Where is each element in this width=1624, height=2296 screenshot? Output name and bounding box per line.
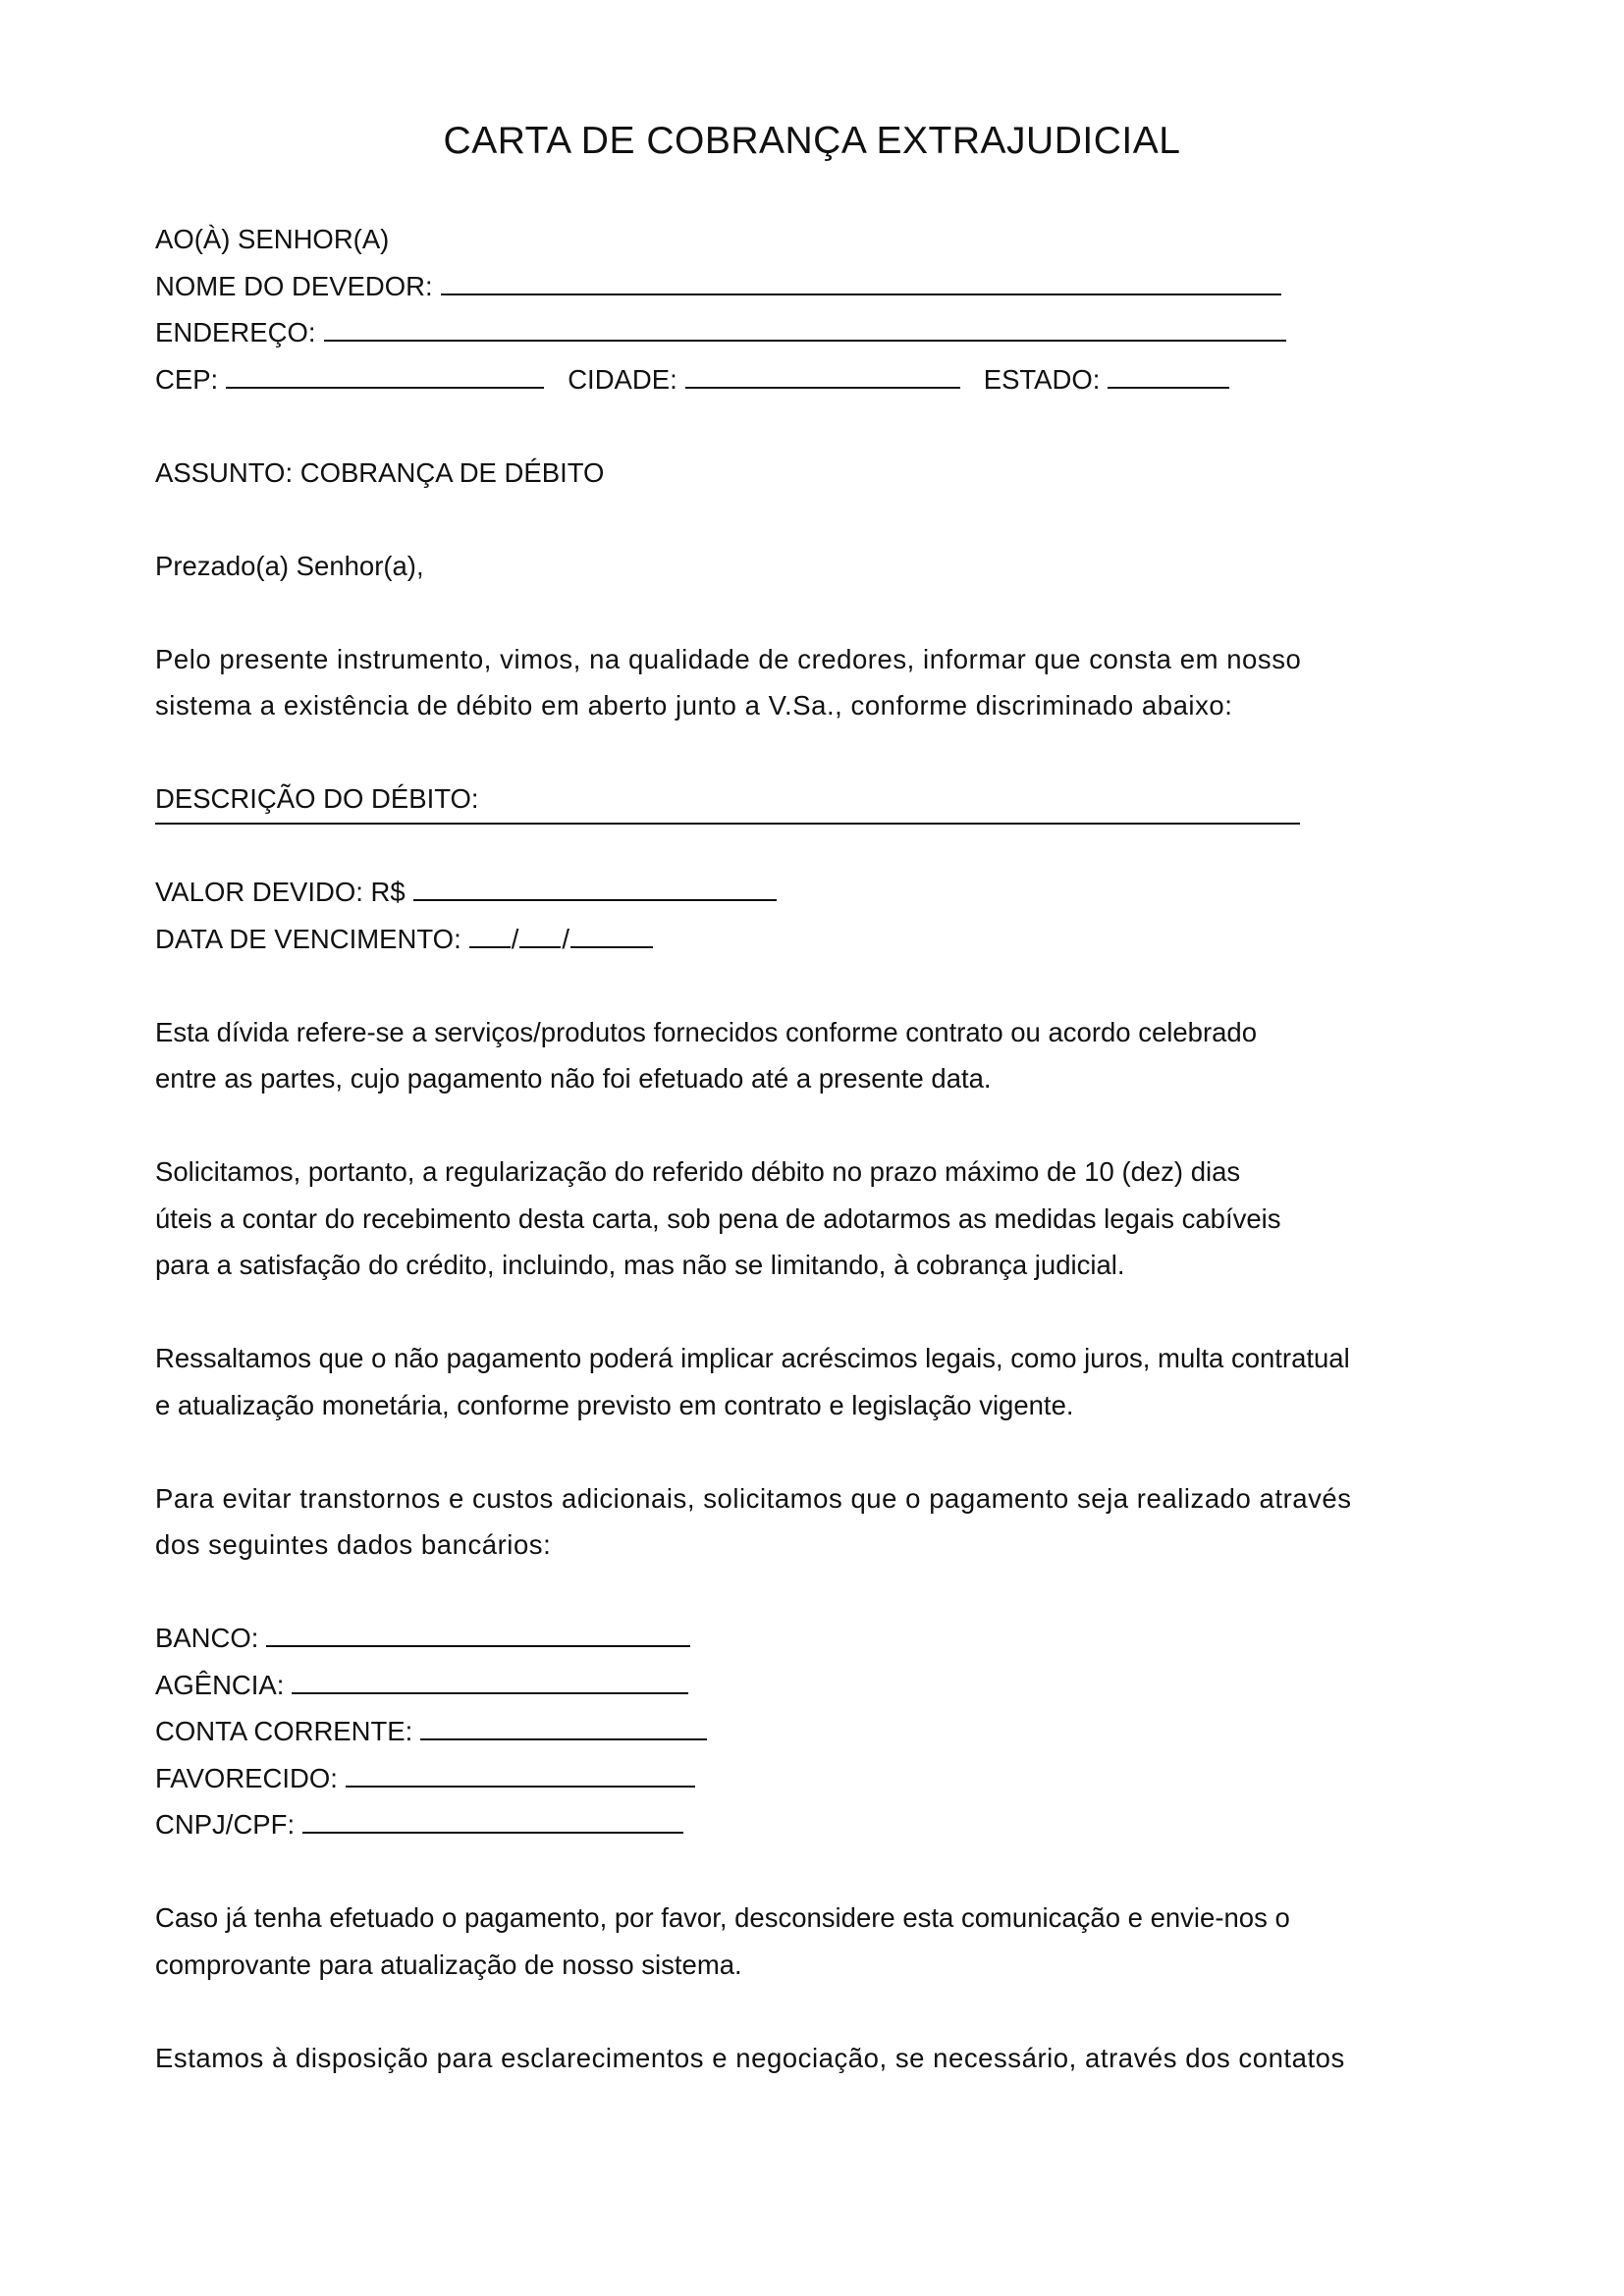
letter-body	[155, 216, 1471, 2081]
date-separator: /	[511, 923, 519, 954]
paragraph-line: Solicitamos, portanto, a regularização do referido débito no prazo máximo de 10 (dez) dias	[155, 1156, 1241, 1187]
tax-id-blank	[302, 1832, 683, 1834]
paragraph-line: Ressaltamos que o não pagamento poderá implicar acréscimos legais, como juros, multa contratual	[155, 1343, 1350, 1373]
city-blank	[685, 387, 960, 389]
tax-id-field	[155, 1801, 1471, 1848]
spacer	[155, 1848, 1471, 1896]
spacer	[155, 1988, 1471, 2035]
agency-label: AGÊNCIA:	[155, 1669, 285, 1700]
paragraph-line: comprovante para atualização de nosso sistema.	[155, 1949, 742, 1980]
amount-blank	[413, 899, 777, 901]
debt-description-blank	[155, 823, 1300, 825]
agency-field	[155, 1662, 1471, 1709]
cep-blank	[226, 387, 544, 389]
account-blank	[420, 1738, 707, 1740]
paragraph-line: dos seguintes dados bancários:	[155, 1529, 552, 1560]
debtor-name-label: NOME DO DEVEDOR:	[155, 270, 433, 301]
spacer	[155, 1289, 1471, 1336]
agency-blank	[292, 1692, 688, 1694]
greeting: Prezado(a) Senhor(a),	[155, 550, 424, 581]
beneficiary-field	[155, 1755, 1471, 1802]
spacer	[155, 962, 1471, 1009]
paragraph-line: Estamos à disposição para esclarecimentos e negociação, se necessário, através dos contatos	[155, 2042, 1345, 2073]
debt-description-label: DESCRIÇÃO DO DÉBITO:	[155, 783, 479, 814]
paragraph-line: para a satisfação do crédito, incluindo, mas não se limitando, à cobrança judicial.	[155, 1250, 1125, 1280]
spacer	[155, 1428, 1471, 1475]
account-label: CONTA CORRENTE:	[155, 1716, 413, 1746]
tax-id-label: CNPJ/CPF:	[155, 1809, 296, 1840]
paragraph-line: e atualização monetária, conforme previsto em contrato e legislação vigente.	[155, 1389, 1074, 1420]
debtor-name-field	[155, 263, 1471, 310]
cep-city-state-row	[155, 356, 1471, 403]
paragraph-line: Esta dívida refere-se a serviços/produtos fornecidos conforme contrato ou acordo celebrado	[155, 1016, 1257, 1047]
subject-line: ASSUNTO: COBRANÇA DE DÉBITO	[155, 456, 605, 488]
due-day-blank	[469, 946, 511, 948]
spacer	[155, 1102, 1471, 1149]
paragraph-line: Para evitar transtornos e custos adicionais, solicitamos que o pagamento seja realizado através	[155, 1482, 1352, 1514]
paragraph-line: Caso já tenha efetuado o pagamento, por favor, desconsidere esta comunicação e envie-nos o	[155, 1902, 1290, 1933]
intro-line: sistema a existência de débito em aberto junto a V.Sa., conforme discriminado abaixo:	[155, 690, 1233, 721]
spacer	[155, 496, 1471, 543]
address-field	[155, 309, 1471, 356]
intro-line: Pelo presente instrumento, vimos, na qualidade de credores, informar que consta em nosso	[155, 643, 1302, 674]
amount-field	[155, 869, 1471, 916]
due-date-field	[155, 916, 1471, 963]
address-label: ENDEREÇO:	[155, 317, 316, 347]
date-separator: /	[562, 923, 569, 954]
amount-label: VALOR DEVIDO: R$	[155, 877, 406, 907]
city-label: CIDADE:	[568, 363, 677, 395]
spacer	[155, 402, 1471, 450]
address-blank	[324, 340, 1286, 342]
beneficiary-blank	[346, 1786, 695, 1788]
paragraph-line: úteis a contar do recebimento desta carta, sob pena de adotarmos as medidas legais cabíveis	[155, 1202, 1281, 1234]
bank-label: BANCO:	[155, 1623, 259, 1653]
due-month-blank	[519, 946, 561, 948]
bank-blank	[266, 1645, 690, 1647]
due-date-label: DATA DE VENCIMENTO:	[155, 923, 461, 954]
debt-description-field	[155, 823, 1471, 870]
document-title: CARTA DE COBRANÇA EXTRAJUDICIAL	[443, 120, 1181, 162]
debtor-name-blank	[441, 294, 1281, 295]
account-field	[155, 1708, 1471, 1755]
addressee-salutation: AO(À) SENHOR(A)	[155, 224, 390, 254]
state-label: ESTADO:	[983, 363, 1101, 395]
cep-label: CEP:	[155, 363, 219, 395]
spacer	[155, 729, 1471, 776]
state-blank	[1108, 387, 1229, 389]
due-year-blank	[570, 946, 653, 948]
bank-field	[155, 1615, 1471, 1662]
spacer	[155, 1569, 1471, 1616]
beneficiary-label: FAVORECIDO:	[155, 1762, 338, 1793]
spacer	[155, 589, 1471, 636]
paragraph-line: entre as partes, cujo pagamento não foi efetuado até a presente data.	[155, 1063, 992, 1094]
